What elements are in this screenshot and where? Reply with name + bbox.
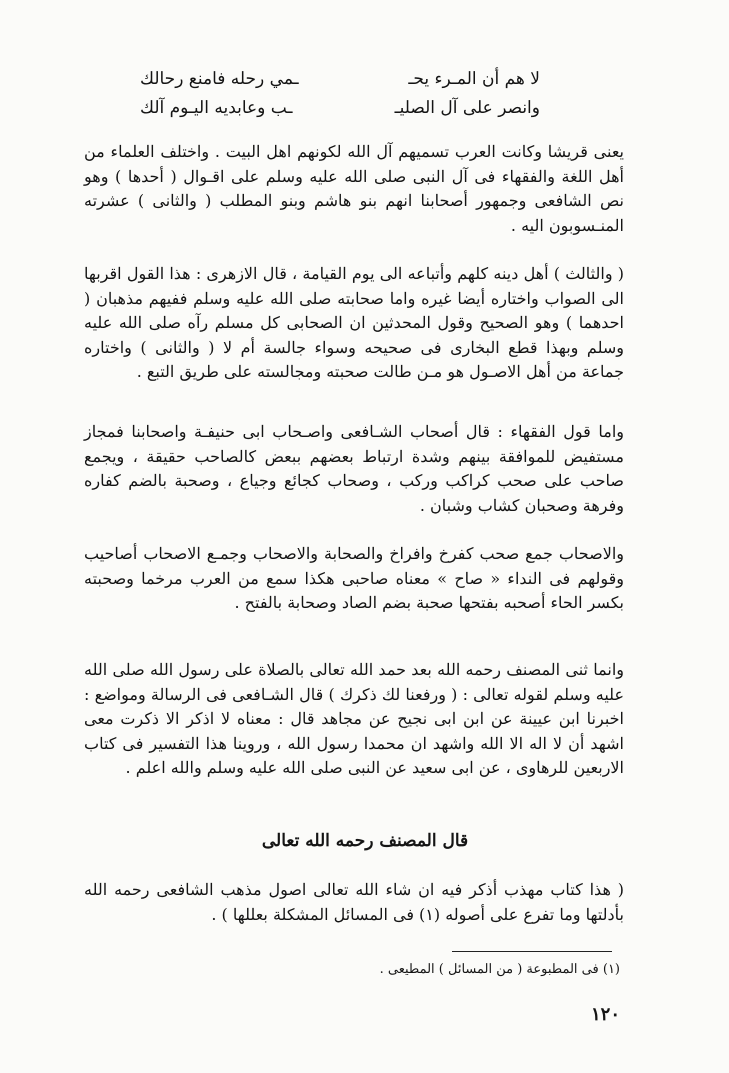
section-heading: قال المصنف رحمه الله تعالى — [261, 831, 469, 851]
paragraph-aal-meaning: يعنى قريشا وكانت العرب تسميهم آل الله لكونهم اهل البيت . واختلف العلماء من أهل اللغة والفقهاء فى آل النبى صلى الله عليه وسلم على اقـوال ( أحدها ) وهو نص الشافعى وجمهور أصحابنا انهم بنو هاشم وبنو المطلب ( والثانى ) عشرته المنـسوبون اليه . — [84, 142, 624, 235]
poem-verse — [140, 95, 540, 122]
verse-second-hemistich: ـب وعابديه اليـوم آلك — [140, 98, 293, 118]
footnote: (١) فى المطبوعة ( من المسائل ) المطيعى . — [379, 962, 620, 977]
poem-verse — [140, 66, 540, 93]
verse-first-hemistich: لا هم أن المـرء يحـ — [408, 69, 540, 89]
verse-first-hemistich: وانصر على آل الصليـ — [394, 98, 540, 118]
footnote-divider — [452, 951, 612, 952]
paragraph-third-opinion: ( والثالث ) أهل دينه كلهم وأتباعه الى يوم القيامة ، قال الازهرى : هذا القول اقربها الى الصواب واختاره أيضا غيره واما صحابته صلى الله عليه وسلم ففيهم مذهبان ( احدهما ) وهو الصحيح وقول المحدثين ان الصحابى كل مسلم رآه صلى الله عليه وسلم وبهذا قطع البخارى فى صحيحه وسواء جالسة أم لا ( والثانى ) واختاره جماعة من أهل الاصـول هو مـن طالت صحبته ومجالسته على طريق التبع . — [84, 264, 624, 381]
paragraph-book-intro: ( هذا كتاب مهذب أذكر فيه ان شاء الله تعالى اصول مذهب الشافعى رحمه الله بأدلتها وما تفرع على أصوله (١) فى المسائل المشكلة بعللها ) . — [84, 880, 624, 924]
page-number: ١٢٠ — [590, 1004, 620, 1025]
poem — [140, 66, 540, 124]
paragraph-fuqaha-usage: واما قول الفقهاء : قال أصحاب الشـافعى واصـحاب ابى حنيفـة واصحابنا فمجاز مستفيض للموافقة بينهم وشدة ارتباط بعضهم ببعض كالصاحب حقيقة ، ويجمع صاحب على صحب كراكب وركب ، وصحاب كجائع وجياع ، وصحبة بالضم كفاره وفرهة وصحبان كشاب وشبان . — [84, 422, 624, 515]
paragraph-salat-explanation: وانما ثنى المصنف رحمه الله بعد حمد الله تعالى بالصلاة على رسول الله صلى الله عليه وسلم لقوله تعالى : ( ورفعنا لك ذكرك ) قال الشـافعى فى الرسالة ومواضع : اخبرنا ابن عيينة عن ابن ابى نجيح عن مجاهد قال : معناه لا اذكر الا ذكرت معى اشهد أن لا اله الا الله واشهد ان محمدا رسول الله ، وروينا هذا التفسير فى كتاب الاربعين للرهاوى ، عن ابى سعيد عن النبى صلى الله عليه وسلم والله اعلم . — [84, 660, 624, 777]
paragraph-ashab-plural: والاصحاب جمع صحب كفرخ وافراخ والصحابة والاصحاب وجمـع الاصحاب أصاحيب وقولهم فى النداء « صاح » معناه صاحبى هكذا سمع من العرب مرخما وصحبته بكسر الحاء أصحبه بفتحها صحبة بضم الصاد وصحابة بالفتح . — [84, 544, 624, 612]
verse-second-hemistich: ـمي رحله فامنع رحالك — [140, 69, 299, 89]
